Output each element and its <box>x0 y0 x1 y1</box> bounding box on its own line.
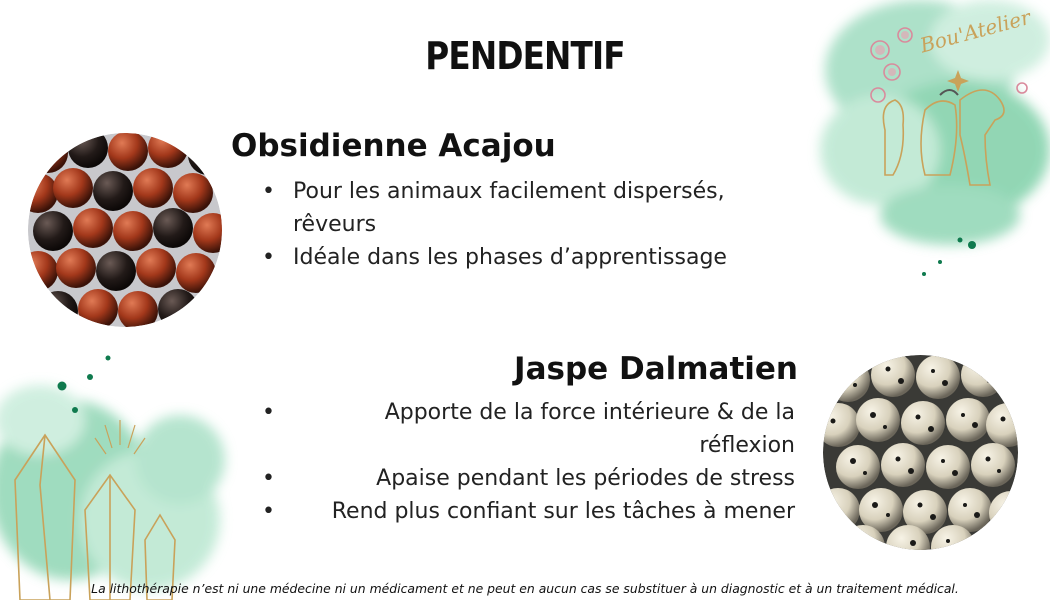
dalmatian-jasper-beads-photo <box>823 355 1018 550</box>
stone-benefits-list-obsidienne <box>262 175 802 274</box>
logo-text: Bou'Atelier <box>917 4 1034 58</box>
stone-name-obsidienne: Obsidienne Acajou <box>231 128 556 164</box>
disclaimer-text: La lithothérapie n’est ni une médecine ni un médicament et ne peut en aucun cas se substituer à un diagnostic et à un traitement médical. <box>91 581 959 596</box>
watercolor-crystal-decoration <box>0 350 240 600</box>
page-title: PENDENTIF <box>425 34 625 78</box>
list-item: • Pour les animaux facilement dispersés, rêveurs <box>262 175 802 241</box>
list-item: • Rend plus confiant sur les tâches à mener <box>262 495 795 528</box>
stone-benefits-list-jaspe <box>262 396 795 528</box>
list-item: • Apaise pendant les périodes de stress <box>262 462 795 495</box>
stone-name-jaspe: Jaspe Dalmatien <box>514 351 798 387</box>
list-item: • Idéale dans les phases d’apprentissage <box>262 241 802 274</box>
mahogany-obsidian-beads-photo <box>28 133 222 327</box>
list-item: • Apporte de la force intérieure & de la réflexion <box>262 396 795 462</box>
